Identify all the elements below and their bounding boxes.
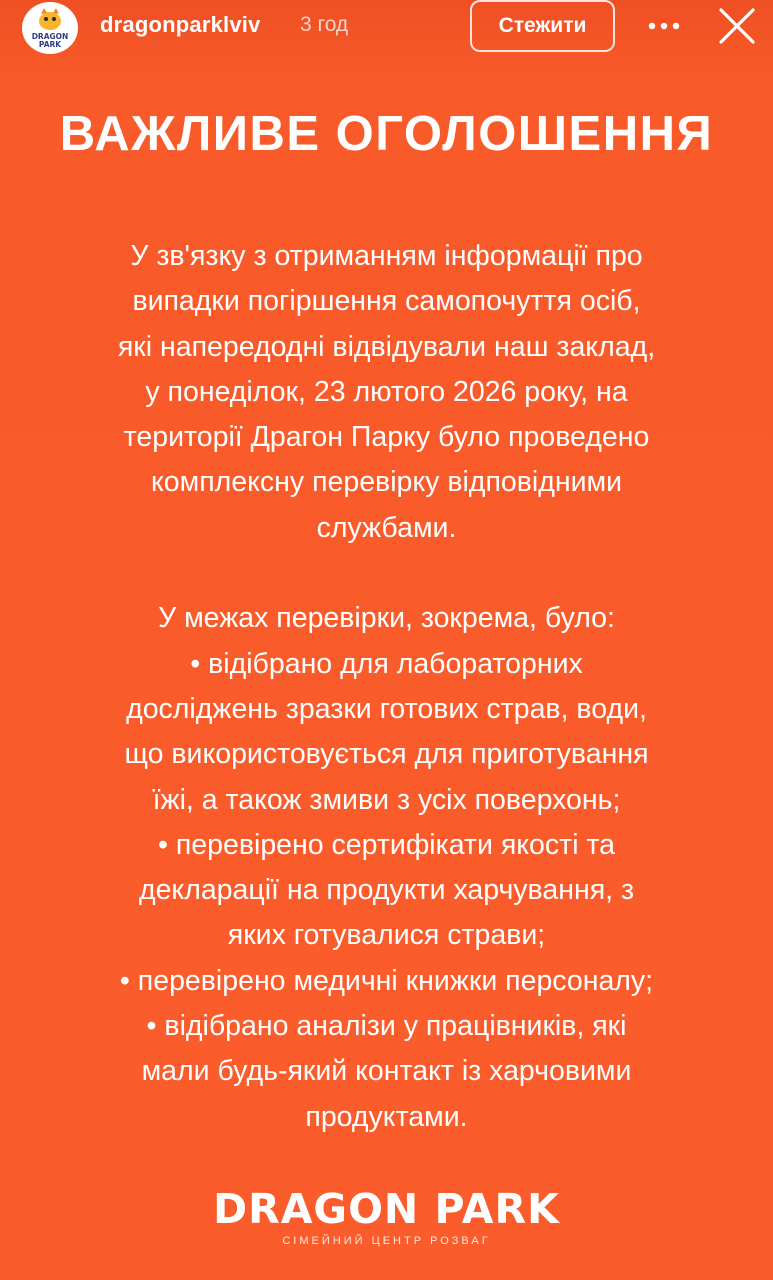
- more-options-button[interactable]: [640, 8, 688, 44]
- brand-logo: DRAGON PARK: [213, 1185, 560, 1233]
- list-item: • перевірено сертифікати якості та: [157, 828, 616, 861]
- body-line: службами.: [316, 511, 457, 544]
- close-button[interactable]: [712, 2, 762, 50]
- username[interactable]: dragonparklviv: [100, 12, 261, 37]
- body-line: мали будь-який контакт із харчовими: [141, 1055, 632, 1088]
- avatar[interactable]: [22, 2, 78, 54]
- body-line: У зв'язку з отриманням інформації про: [130, 240, 643, 272]
- svg-text:DRAGON: DRAGON: [31, 32, 69, 41]
- list-item: • перевірено медичні книжки персоналу;: [119, 964, 654, 997]
- follow-button[interactable]: Стежити: [470, 0, 615, 52]
- body-line: які напередодні відвідували наш заклад,: [117, 330, 656, 363]
- body-line: У межах перевірки, зокрема, було:: [158, 602, 615, 635]
- body-line: у понеділок, 23 лютого 2026 року, на: [145, 375, 628, 408]
- list-item: • відібрано для лабораторних: [190, 647, 583, 680]
- announcement-body: [40, 234, 733, 1140]
- dragon-park-logo-icon: [22, 2, 78, 54]
- body-line: продуктами.: [305, 1100, 468, 1133]
- body-line: що використовується для приготування: [124, 738, 649, 771]
- svg-text:PARK: PARK: [38, 40, 62, 49]
- body-line: досліджень зразки готових страв, води,: [126, 692, 647, 725]
- post-timestamp: 3 год: [300, 13, 349, 36]
- list-item: • відібрано аналізи у працівників, які: [146, 1010, 627, 1043]
- body-line: випадки погіршення самопочуття осіб,: [132, 285, 641, 318]
- brand-tagline: СІМЕЙНИЙ ЦЕНТР РОЗВАГ: [282, 1235, 491, 1247]
- body-line: території Драгон Парку було проведено: [123, 421, 650, 454]
- announcement-title: ВАЖЛИВЕ ОГОЛОШЕННЯ: [59, 107, 714, 161]
- more-icon: [647, 21, 681, 31]
- body-line: комплексну перевірку відповідними: [150, 466, 622, 499]
- close-icon: [718, 7, 756, 45]
- paragraph-gap: [40, 551, 733, 596]
- story-header: [0, 0, 773, 56]
- body-line: їжі, а також змиви з усіх поверхонь;: [152, 783, 621, 816]
- body-line: яких готувалися страви;: [227, 919, 546, 952]
- body-line: декларації на продукти харчування, з: [138, 874, 635, 907]
